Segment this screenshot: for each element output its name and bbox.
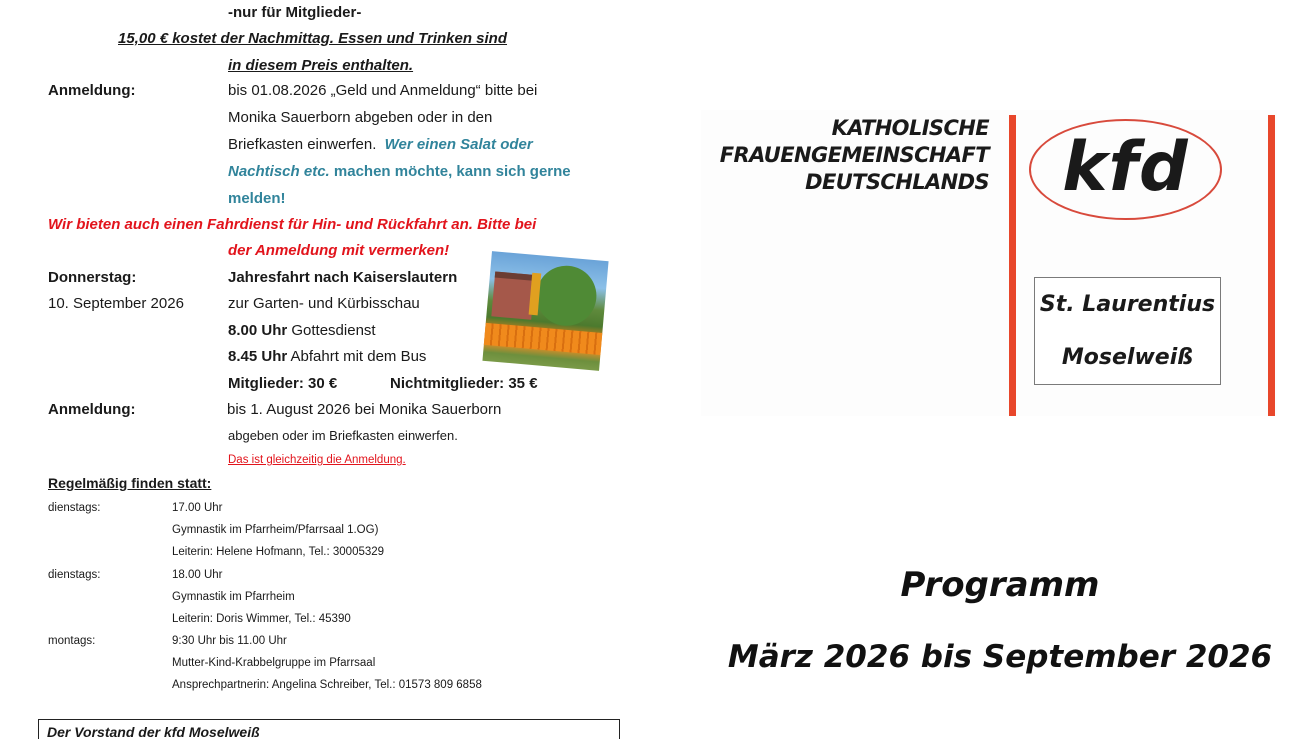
registration-line: bis 01.08.2026 „Geld und Anmeldung“ bitte bei: [228, 82, 538, 99]
parish-location: Moselweiß: [1061, 345, 1194, 370]
regular-event-line: Gymnastik im Pfarrheim/Pfarrsaal 1.OG): [172, 524, 379, 536]
kfd-logo-oval: [1029, 119, 1222, 220]
regular-event-line: 18.00 Uhr: [172, 569, 223, 581]
members-only-note: -nur für Mitglieder-: [228, 4, 362, 21]
regular-event-day: montags:: [48, 635, 96, 647]
photo-pumpkins: [484, 323, 602, 355]
program-title: Programm: [900, 565, 1100, 605]
price-line-1: 15,00 € kostet der Nachmittag. Essen und Trinken sind: [118, 30, 508, 47]
regular-event-line: Mutter-Kind-Krabbelgruppe im Pfarrsaal: [172, 657, 376, 669]
logo-right-red-bar: [1268, 115, 1275, 416]
org-name-line: KATHOLISCHE: [831, 116, 989, 140]
salad-note-italic: Nachtisch etc.: [228, 163, 330, 180]
trip-title: Jahresfahrt nach Kaiserslautern: [228, 269, 458, 286]
org-name-line: FRAUENGEMEINSCHAFT: [719, 143, 989, 167]
kfd-logo-block: [701, 110, 1277, 416]
pumpkin-show-photo: [482, 251, 608, 371]
regular-event-line: 9:30 Uhr bis 11.00 Uhr: [172, 635, 287, 647]
driving-service-line-2: der Anmeldung mit vermerken!: [228, 242, 450, 259]
parish-name: St. Laurentius: [1039, 292, 1216, 317]
program-period: März 2026 bis September 2026: [727, 639, 1273, 675]
nonmembers-price: Nichtmitglieder: 35 €: [390, 375, 538, 392]
regular-event-line: 17.00 Uhr: [172, 502, 223, 514]
org-name: [720, 115, 989, 196]
parish-box: [1034, 277, 1221, 385]
time-2: 8.45 Uhr: [228, 348, 288, 365]
salad-note-line: [228, 162, 571, 182]
logo-left-red-bar: [1009, 115, 1016, 416]
regular-event-day: dienstags:: [48, 502, 101, 514]
registration-line: [228, 135, 533, 155]
price-line-2: in diesem Preis enthalten.: [228, 57, 414, 74]
trip-schedule-2: [228, 347, 426, 367]
event-2: Abfahrt mit dem Bus: [287, 348, 427, 365]
regular-event-line: Leiterin: Doris Wimmer, Tel.: 45390: [172, 613, 351, 625]
trip-schedule-1: [228, 321, 376, 341]
driving-service-line-1: Wir bieten auch einen Fahrdienst für Hin- und Rückfahrt an. Bitte bei: [48, 216, 537, 233]
registration-2-line-2: abgeben oder im Briefkasten einwerfen.: [228, 428, 458, 443]
regular-event-line: Ansprechpartnerin: Angelina Schreiber, Tel.: 01573 809 6858: [172, 679, 482, 691]
registration-2-note: Das ist gleichzeitig die Anmeldung.: [228, 454, 406, 466]
board-signature-box: [38, 719, 620, 739]
trip-subtitle: zur Garten- und Kürbisschau: [228, 295, 420, 312]
registration-label: Anmeldung:: [48, 82, 136, 99]
members-price: Mitglieder: 30 €: [228, 375, 338, 392]
salad-note-italic: Wer einen Salat oder: [384, 136, 533, 153]
board-signature-text: Der Vorstand der kfd Moselweiß: [47, 724, 260, 740]
registration-line: Monika Sauerborn abgeben oder in den: [228, 109, 493, 126]
trip-date: 10. September 2026: [48, 295, 184, 312]
salad-note-bold: machen möchte, kann sich gerne: [329, 163, 571, 180]
trip-day-label: Donnerstag:: [48, 269, 137, 286]
regular-events-heading: Regelmäßig finden statt:: [48, 475, 212, 491]
time-1: 8.00 Uhr: [228, 322, 288, 339]
salad-note-end: melden!: [228, 190, 286, 207]
photo-tree: [534, 263, 599, 328]
event-1: Gottesdienst: [287, 322, 376, 339]
kfd-logo-text: kfd: [1062, 127, 1189, 207]
registration-line-text: Briefkasten einwerfen.: [228, 136, 377, 153]
registration-2-line-1: bis 1. August 2026 bei Monika Sauerborn: [227, 401, 502, 418]
registration-2-label: Anmeldung:: [48, 401, 136, 418]
regular-event-line: Gymnastik im Pfarrheim: [172, 591, 295, 603]
regular-event-line: Leiterin: Helene Hofmann, Tel.: 30005329: [172, 546, 385, 558]
org-name-line: DEUTSCHLANDS: [805, 170, 989, 194]
regular-event-day: dienstags:: [48, 569, 101, 581]
